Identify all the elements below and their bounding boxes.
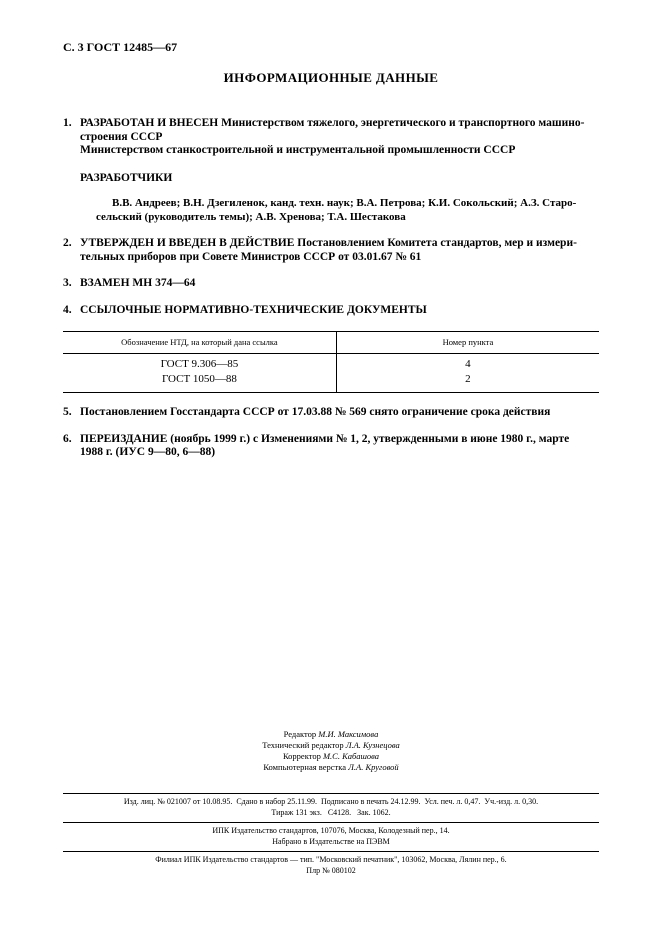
divider-rule [63, 851, 599, 852]
developer-names: А.В. Хренова; Т.А. Шестакова [255, 210, 406, 223]
item-1-number: 1. [63, 117, 72, 129]
item-2-line: УТВЕРЖДЕН И ВВЕДЕН В ДЕЙСТВИЕ Постановлением Комитета стандартов, мер и измери- [80, 237, 577, 249]
divider-rule [63, 822, 599, 823]
developer-names: сельский [96, 210, 145, 223]
item-2-line: тельных приборов при Совете Министров СССР от 03.01.67 № 61 [80, 250, 422, 263]
table-row [63, 354, 599, 373]
cell-ntd: ГОСТ 9.306—85 [63, 354, 336, 373]
item-3 [63, 277, 599, 291]
item-1 [63, 117, 599, 224]
developers-heading: РАЗРАБОТЧИКИ [80, 171, 173, 184]
item-1-line: РАЗРАБОТАН И ВНЕСЕН Министерством тяжелого, энергетического и транспортного машино- [80, 117, 585, 129]
item-6 [63, 433, 599, 460]
developers-line [96, 197, 599, 211]
developers-paragraph [96, 197, 599, 224]
reference-table [63, 331, 599, 393]
publisher-line-3: Филиал ИПК Издательство стандартов — тип. "Московский печатник", 103062, Москва, Лялин пер., 6. [155, 855, 507, 864]
credit-role: Редактор [283, 729, 319, 739]
item-1-line: строения СССР [80, 130, 163, 143]
credit-line [63, 762, 599, 773]
developer-names: В.В. Андреев; В.Н. Дзегиленок, [112, 197, 271, 209]
item-2-body [80, 237, 599, 264]
cell-punkt: 2 [465, 373, 471, 385]
item-3-line: ВЗАМЕН МН 374—64 [80, 277, 196, 289]
item-5 [63, 406, 599, 420]
developer-degree: канд. техн. наук; [270, 197, 357, 209]
page-header: С. 3 ГОСТ 12485—67 [63, 40, 178, 54]
developers-line [96, 211, 599, 225]
item-1-body [80, 117, 599, 224]
item-5-body [80, 406, 599, 420]
credit-name: Л.А. Кузнецова [345, 740, 400, 750]
credit-role: Корректор [282, 751, 323, 761]
page-title: ИНФОРМАЦИОННЫЕ ДАННЫЕ [223, 70, 439, 85]
table-header-row [63, 332, 599, 354]
credit-line [63, 740, 599, 751]
table-row [63, 372, 599, 393]
developer-names: В.А. Петрова; К.И. Сокольский; А.З. Старо- [356, 197, 577, 209]
publisher-line-4: Плр № 080102 [306, 865, 356, 875]
info-items [63, 104, 599, 460]
item-1-line: Министерством станкостроительной и инструментальной промышленности СССР [80, 144, 516, 156]
item-3-number: 3. [63, 277, 72, 289]
item-4-line: ССЫЛОЧНЫЕ НОРМАТИВНО-ТЕХНИЧЕСКИЕ ДОКУМЕНТЫ [80, 303, 427, 316]
credit-name: Л.А. Круговой [348, 762, 399, 772]
table-header-ntd: Обозначение НТД, на который дана ссылка [63, 332, 336, 354]
item-6-line: 1988 г. (ИУС 9—80, 6—88) [80, 446, 216, 458]
print-info-line-1: Изд. лиц. № 021007 от 10.08.95. Сдано в набор 25.11.99. Подписано в печать 24.12.99. Усл. печ. л. 0,47. Уч.-изд. л. 0,30. [123, 797, 539, 806]
credit-name: М.С. Кабашова [322, 751, 380, 761]
publisher-line-1: ИПК Издательство стандартов, 107076, Москва, Колодезный пер., 14. [212, 826, 450, 835]
credit-name: М.И. Максимова [318, 729, 379, 739]
credit-role: Технический редактор [262, 740, 346, 750]
item-2 [63, 237, 599, 264]
item-6-line: ПЕРЕИЗДАНИЕ (ноябрь 1999 г.) с Изменениями № 1, 2, утвержденными в июне 1980 г., марте [80, 432, 570, 445]
divider-rule [63, 793, 599, 794]
item-6-number: 6. [63, 432, 72, 445]
print-info-line-2: Тираж 131 экз. С4128. Зак. 1062. [271, 807, 391, 817]
item-4-number: 4. [63, 303, 72, 316]
credit-role: Компьютерная верстка [263, 762, 349, 772]
item-4-body [80, 304, 599, 318]
table-header-punkt: Номер пункта [336, 332, 599, 354]
credit-line [63, 751, 599, 762]
item-3-body [80, 277, 599, 291]
credit-line [63, 729, 599, 740]
item-5-number: 5. [63, 406, 72, 418]
item-2-number: 2. [63, 237, 72, 249]
item-6-body [80, 433, 599, 460]
publisher-line-2: Набрано в Издательстве на ПЭВМ [272, 836, 390, 846]
cell-ntd: ГОСТ 1050—88 [63, 372, 336, 393]
item-5-line: Постановлением Госстандарта СССР от 17.03.88 № 569 снято ограничение срока действия [80, 406, 551, 418]
colophon [63, 729, 599, 876]
credits-block [63, 729, 599, 773]
developer-role: (руководитель темы); [144, 210, 256, 223]
item-4 [63, 304, 599, 318]
cell-punkt: 4 [465, 358, 471, 370]
